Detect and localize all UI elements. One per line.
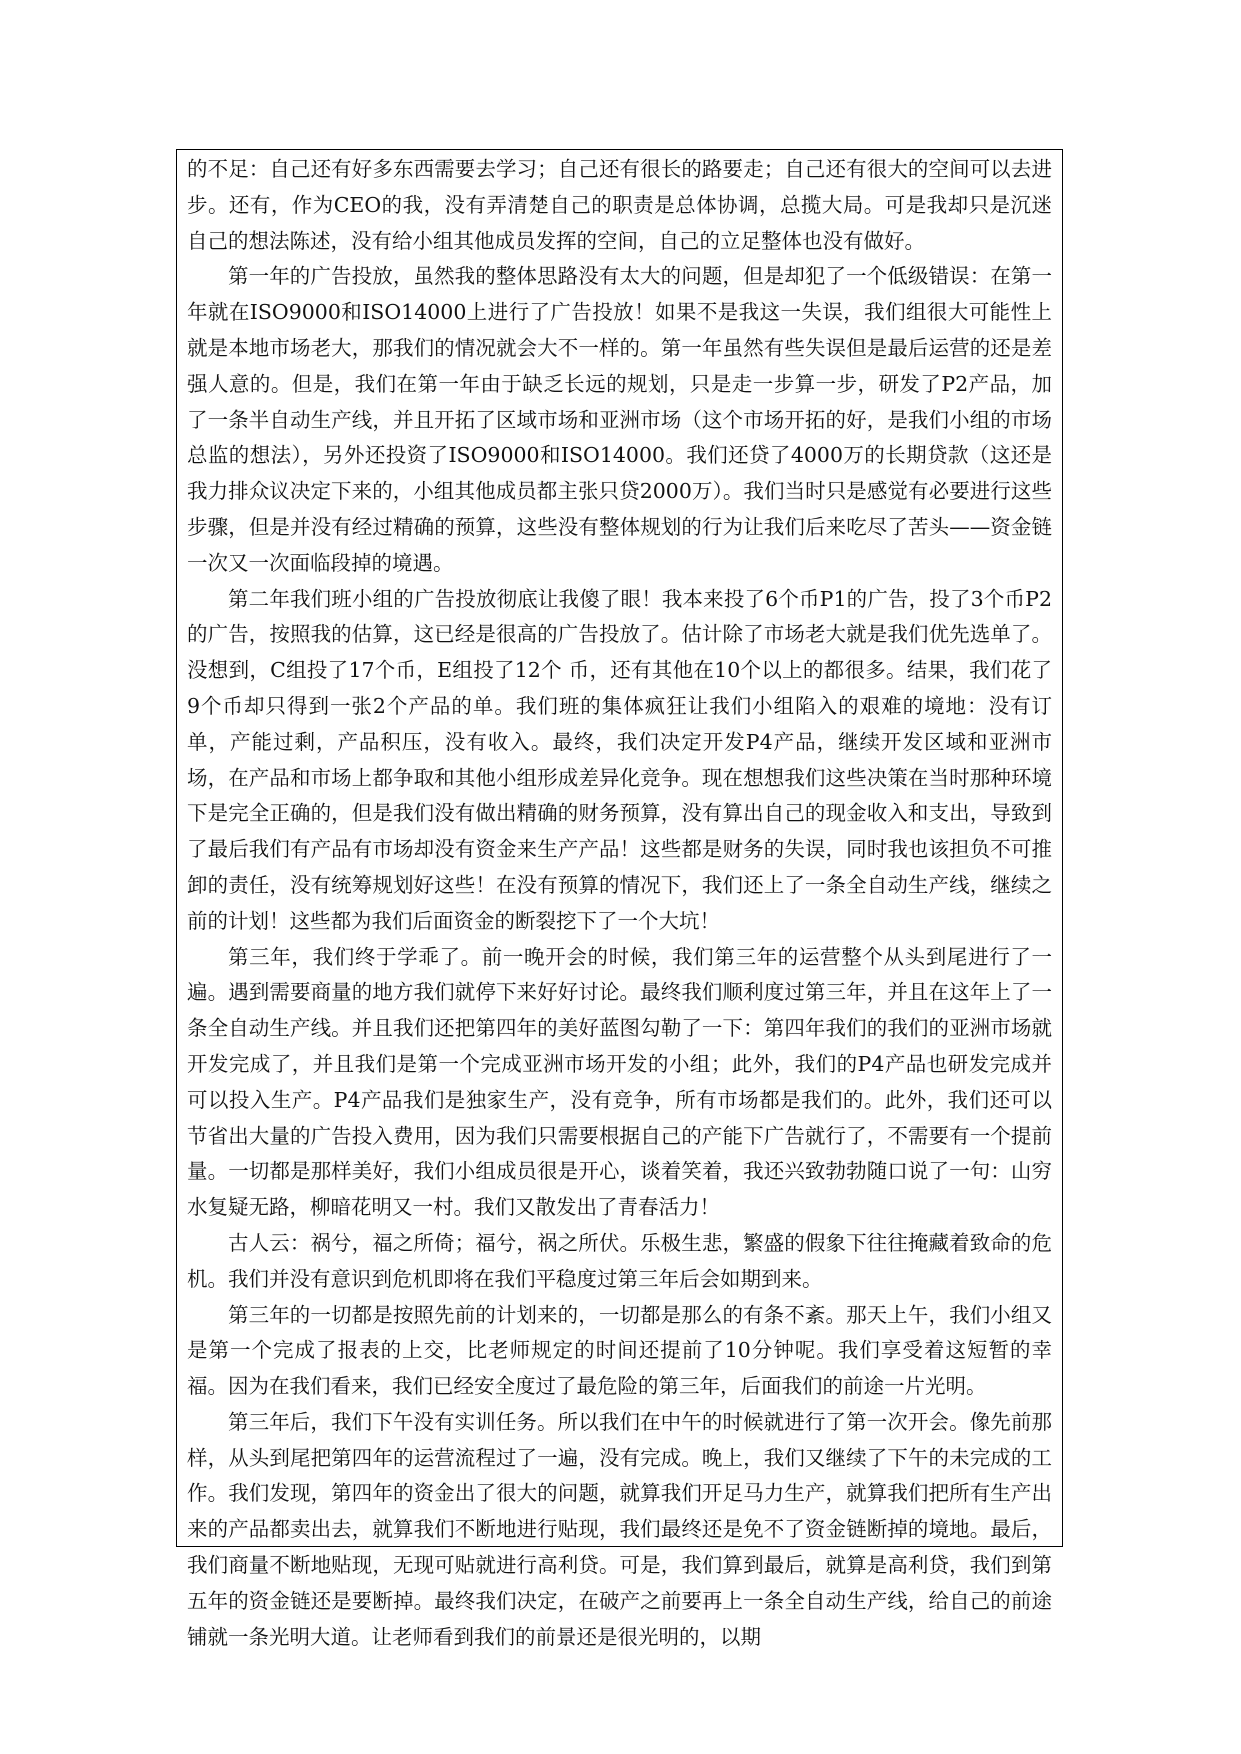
paragraph-5: 古人云：祸兮，福之所倚；福兮，祸之所伏。乐极生悲，繁盛的假象下往往掩藏着致命的危机。我们并没有意识到危机即将在我们平稳度过第三年后会如期到来。 bbox=[187, 1230, 1052, 1291]
paragraph-3: 第二年我们班小组的广告投放彻底让我傻了眼！我本来投了6个币P1的广告，投了3个币P2的广告，按照我的估算，这已经是很高的广告投放了。估计除了市场老大就是我们优先选单了。没想到，C组投了17个币，E组投了12个 币，还有其他在10个以上的都很多。结果，我们花了9个币却只得到一张2个产品的单。我们班的集体疯狂让我们小组陷入的艰难的境地：没有订单，产能过剩，产品积压，没有收入。最终，我们决定开发P4产品，继续开发区域和亚洲市场，在产品和市场上都争取和其他小组形成差异化竞争。现在想想我们这些决策在当时那种环境下是完全正确的，但是我们没有做出精确的财务预算，没有算出自己的现金收入和支出，导致到了最后我们有产品有市场却没有资金来生产产品！这些都是财务的失误，同时我也该担负不可推卸的责任，没有统筹规划好这些！在没有预算的情况下，我们还上了一条全自动生产线，继续之前的计划！这些都为我们后面资金的断裂挖下了一个大坑！ bbox=[187, 586, 1052, 933]
paragraph-1: 的不足：自己还有好多东西需要去学习；自己还有很长的路要走；自己还有很大的空间可以去进步。还有，作为CEO的我，没有弄清楚自己的职责是总体协调，总揽大局。可是我却只是沉迷自己的想法陈述，没有给小组其他成员发挥的空间，自己的立足整体也没有做好。 bbox=[187, 157, 1052, 253]
paragraph-7: 第三年后，我们下午没有实训任务。所以我们在中午的时候就进行了第一次开会。像先前那样，从头到尾把第四年的运营流程过了一遍，没有完成。晚上，我们又继续了下午的未完成的工作。我们发现，第四年的资金出了很大的问题，就算我们开足马力生产，就算我们把所有生产出来的产品都卖出去，就算我们不断地进行贴现，我们最终还是免不了资金链断掉的境地。最后，我们商量不断地贴现，无现可贴就进行高利贷。可是，我们算到最后，就算是高利贷，我们到第五年的资金链还是要断掉。最终我们决定，在破产之前要再上一条全自动生产线，给自己的前途铺就一条光明大道。让老师看到我们的前景还是很光明的，以期 bbox=[187, 1409, 1052, 1649]
paragraph-6: 第三年的一切都是按照先前的计划来的，一切都是那么的有条不紊。那天上午，我们小组又是第一个完成了报表的上交，比老师规定的时间还提前了10分钟呢。我们享受着这短暂的幸福。因为在我们看来，我们已经安全度过了最危险的第三年，后面我们的前途一片光明。 bbox=[187, 1302, 1052, 1399]
text-frame bbox=[176, 149, 1063, 1649]
paragraph-4: 第三年，我们终于学乖了。前一晚开会的时候，我们第三年的运营整个从头到尾进行了一遍。遇到需要商量的地方我们就停下来好好讨论。最终我们顺利度过第三年，并且在这年上了一条全自动生产线。并且我们还把第四年的美好蓝图勾勒了一下：第四年我们的我们的亚洲市场就开发完成了，并且我们是第一个完成亚洲市场开发的小组；此外，我们的P4产品也研发完成并可以投入生产。P4产品我们是独家生产，没有竞争，所有市场都是我们的。此外，我们还可以节省出大量的广告投入费用，因为我们只需要根据自己的产能下广告就行了，不需要有一个提前量。一切都是那样美好，我们小组成员很是开心，谈着笑着，我还兴致勃勃随口说了一句：山穷水复疑无路，柳暗花明又一村。我们又散发出了青春活力！ bbox=[187, 944, 1052, 1220]
paragraph-2: 第一年的广告投放，虽然我的整体思路没有太大的问题，但是却犯了一个低级错误：在第一年就在ISO9000和ISO14000上进行了广告投放！如果不是我这一失误，我们组很大可能性上就是本地市场老大，那我们的情况就会大不一样的。第一年虽然有些失误但是最后运营的还是差强人意的。但是，我们在第一年由于缺乏长远的规划，只是走一步算一步，研发了P2产品，加了一条半自动生产线，并且开拓了区域市场和亚洲市场（这个市场开拓的好，是我们小组的市场总监的想法），另外还投资了ISO9000和ISO14000。我们还贷了4000万的长期贷款（这还是我力排众议决定下来的，小组其他成员都主张只贷2000万）。我们当时只是感觉有必要进行这些步骤，但是并没有经过精确的预算，这些没有整体规划的行为让我们后来吃尽了苦头——资金链一次又一次面临段掉的境遇。 bbox=[187, 264, 1052, 575]
